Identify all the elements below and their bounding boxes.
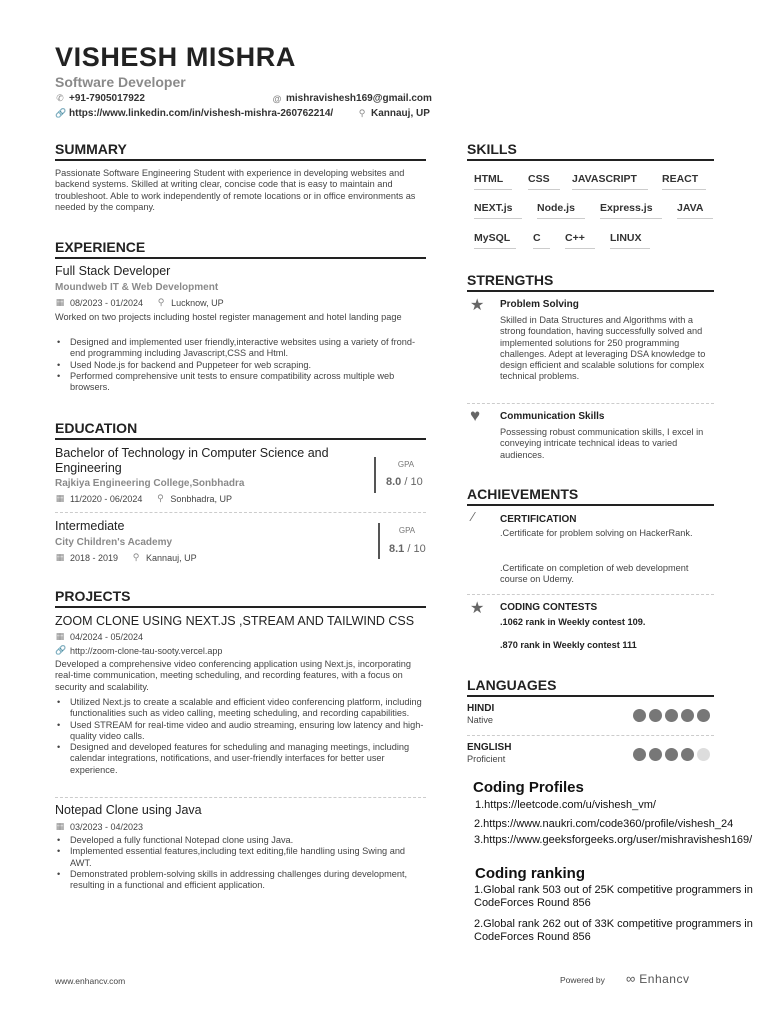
- achievement-line: .Certificate for problem solving on HackerRank.: [500, 528, 693, 538]
- list-item: • Utilized Next.js to create a scalable and efficient video conferencing platform, including functionalities such as video calling, meeting scheduling, and recording capabilities.: [55, 697, 426, 720]
- profile-link[interactable]: 3.https://www.geeksforgeeks.org/user/mishravishesh169/: [474, 834, 753, 846]
- link-icon: 🔗: [55, 108, 67, 118]
- profile-link[interactable]: 2.https://www.naukri.com/code360/profile/vishesh_24: [474, 818, 734, 830]
- at-icon: @: [272, 93, 282, 104]
- job-location: Lucknow, UP: [171, 297, 224, 308]
- link-icon: 🔗: [55, 645, 67, 655]
- list-item: • Demonstrated problem-solving skills in addressing challenges during development, resulting in a functional and efficient application.: [55, 869, 426, 892]
- education-dates: 2018 - 2019: [70, 552, 119, 563]
- rating-dot: [697, 709, 710, 722]
- calendar-icon: ▦: [55, 552, 65, 562]
- project-dates: 03/2023 - 04/2023: [70, 821, 144, 832]
- gpa-label: GPA: [397, 460, 415, 469]
- job-bullets: [55, 337, 426, 393]
- skill-tag: LINUX: [610, 232, 650, 249]
- rating-dot: [697, 748, 710, 761]
- calendar-icon: ▦: [55, 821, 65, 831]
- footer-website[interactable]: www.enhancv.com: [55, 976, 126, 986]
- degree-title: Bachelor of Technology in Computer Science and Engineering: [55, 446, 329, 475]
- divider: [467, 735, 714, 736]
- languages-heading: LANGUAGES: [467, 677, 714, 697]
- gpa-divider: [378, 523, 380, 559]
- job-dates: 08/2023 - 01/2024: [70, 297, 144, 308]
- achievements-heading: ACHIEVEMENTS: [467, 486, 714, 506]
- education-meta: [55, 493, 232, 504]
- skill-tag: CSS: [528, 173, 560, 190]
- resume-name: VISHESH MISHRA: [55, 42, 296, 72]
- gpa-score: 8.0: [386, 476, 402, 488]
- project-title: Notepad Clone using Java: [55, 803, 202, 817]
- achievement-title: CODING CONTESTS: [500, 602, 598, 613]
- linkedin-contact: [55, 108, 333, 119]
- gpa-score: 8.1: [389, 543, 405, 555]
- project-link-row: [55, 645, 222, 656]
- email-address[interactable]: mishravishesh169@gmail.com: [286, 93, 432, 104]
- skill-tag: Express.js: [600, 202, 662, 219]
- divider: [55, 797, 426, 798]
- footer-brand-text: Enhancv: [639, 971, 690, 986]
- divider: [467, 403, 714, 404]
- project-meta: [55, 821, 143, 832]
- ranking-item: 1.Global rank 503 out of 25K competitive programmers in CodeForces Round 856: [474, 884, 753, 909]
- summary-heading: SUMMARY: [55, 141, 426, 161]
- school-name: City Children's Academy: [55, 537, 173, 548]
- language-rating: [630, 709, 710, 722]
- gpa-max: 10: [413, 543, 426, 555]
- phone-number: +91-7905017922: [69, 93, 145, 104]
- coding-profiles-heading: Coding Profiles: [473, 779, 584, 796]
- list-item: • Developed a fully functional Notepad clone using Java.: [55, 835, 426, 846]
- gpa-max: 10: [410, 476, 423, 488]
- project-description: Developed a comprehensive video conferencing application using Next.js, incorporating real-time communication, meeting scheduling, and recording features, with a focus on security and scalability.: [55, 659, 411, 692]
- list-item: • Implemented essential features,including text editing,file handling using Swing and AWT.: [55, 846, 426, 869]
- list-item: • Designed and developed features for scheduling and managing meetings, including calendar integrations, notifications, and user-friendly interfaces for better user experience.: [55, 742, 426, 776]
- location-pin-icon: ⚲: [358, 108, 366, 118]
- rating-dot: [665, 748, 678, 761]
- job-title: Full Stack Developer: [55, 264, 171, 278]
- calendar-icon: ▦: [55, 297, 65, 307]
- achievement-line: .870 rank in Weekly contest 111: [500, 640, 637, 650]
- gpa-label: GPA: [398, 526, 416, 535]
- project-meta: [55, 631, 143, 642]
- skill-tag: JAVA: [677, 202, 713, 219]
- skill-tag: JAVASCRIPT: [572, 173, 648, 190]
- phone-icon: ✆: [56, 93, 64, 103]
- location-pin-icon: ⚲: [157, 297, 165, 307]
- location-text: Kannauj, UP: [371, 108, 430, 119]
- star-icon: ★: [470, 600, 485, 617]
- rating-dot: [649, 709, 662, 722]
- calendar-icon: ▦: [55, 493, 65, 503]
- skill-tag: C: [533, 232, 550, 249]
- project-bullets: [55, 835, 426, 891]
- footer-brand: [626, 971, 689, 986]
- rating-dot: [665, 709, 678, 722]
- education-location: Sonbhadra, UP: [170, 493, 232, 504]
- phone-contact: [55, 93, 145, 104]
- language-rating: [630, 748, 710, 761]
- list-item: • Used Node.js for backend and Puppeteer for web scraping.: [55, 360, 426, 371]
- job-meta: [55, 297, 224, 308]
- email-contact: [272, 93, 432, 104]
- experience-heading: EXPERIENCE: [55, 239, 426, 259]
- ranking-item: 2.Global rank 262 out of 33K competitive programmers in CodeForces Round 856: [474, 918, 753, 943]
- list-item: • Performed comprehensive unit tests to ensure compatibility across multiple web browsers.: [55, 371, 426, 394]
- skill-tag: REACT: [662, 173, 706, 190]
- gpa-divider: [374, 457, 376, 493]
- divider: [467, 594, 714, 595]
- job-description: Worked on two projects including hostel register management and hotel landing page: [55, 312, 402, 322]
- linkedin-url[interactable]: https://www.linkedin.com/in/vishesh-mishra-260762214/: [69, 108, 334, 119]
- coding-ranking-heading: Coding ranking: [475, 865, 585, 882]
- degree-title: Intermediate: [55, 519, 125, 533]
- rating-dot: [649, 748, 662, 761]
- location-contact: [357, 108, 430, 119]
- summary-text: Passionate Software Engineering Student with experience in developing websites and backend systems. Skilled at writing clear, concise code that is easy to maintain and troubleshoot. Able to work independently of remote locations or in office environments as needed by the company.: [55, 168, 416, 212]
- language-name: HINDI: [467, 703, 495, 714]
- list-item: • Used STREAM for real-time video and audio streaming, ensuring low latency and high-quality video calls.: [55, 720, 426, 743]
- project-title: ZOOM CLONE USING NEXT.JS ,STREAM AND TAILWIND CSS: [55, 614, 415, 628]
- gpa-value: 8.1 / 10: [389, 543, 426, 555]
- achievement-title: CERTIFICATION: [500, 514, 577, 525]
- star-icon: ★: [470, 297, 485, 314]
- calendar-icon: ▦: [55, 631, 65, 641]
- skills-heading: SKILLS: [467, 141, 714, 161]
- resume-role: Software Developer: [55, 74, 186, 90]
- language-level: Proficient: [467, 754, 506, 764]
- strength-text: Skilled in Data Structures and Algorithms with a strong foundation, having successfully solved and implemented solutions for 250 programming challenges. Adept at leveraging DSA knowledge to design efficient and scalable solutions for complex technical problems.: [500, 315, 706, 382]
- footer-powered: Powered by: [560, 975, 605, 985]
- gpa-value: 8.0 / 10: [386, 476, 423, 488]
- location-pin-icon: ⚲: [157, 493, 164, 503]
- company-name: Moundweb IT & Web Development: [55, 282, 219, 293]
- skill-tag: MySQL: [474, 232, 516, 249]
- strengths-heading: STRENGTHS: [467, 272, 714, 292]
- skill-tag: HTML: [474, 173, 512, 190]
- projects-heading: PROJECTS: [55, 588, 426, 608]
- rating-dot: [633, 748, 646, 761]
- language-name: ENGLISH: [467, 742, 512, 753]
- strength-title: Communication Skills: [500, 411, 605, 422]
- achievement-line: .1062 rank in Weekly contest 109.: [500, 617, 646, 627]
- achievement-line: .Certificate on completion of web development course on Udemy.: [500, 563, 689, 585]
- enhancv-logo-icon: ∞: [626, 971, 636, 986]
- rating-dot: [681, 709, 694, 722]
- education-location: Kannauj, UP: [146, 552, 197, 563]
- project-link[interactable]: http://zoom-clone-tau-sooty.vercel.app: [70, 645, 223, 656]
- location-pin-icon: ⚲: [132, 552, 140, 562]
- heart-icon: ♥: [470, 406, 481, 425]
- skill-tag: C++: [565, 232, 595, 249]
- list-item: • Designed and implemented user friendly,interactive websites using a variety of frond-end programming including Javascript,CSS and Html.: [55, 337, 426, 360]
- project-dates: 04/2024 - 05/2024: [70, 631, 144, 642]
- strength-text: Possessing robust communication skills, I excel in conveying intricate technical ideas to varied audiences.: [500, 427, 704, 460]
- language-level: Native: [467, 715, 494, 725]
- rating-dot: [633, 709, 646, 722]
- divider: [55, 512, 426, 513]
- skill-tag: Node.js: [537, 202, 585, 219]
- magic-wand-icon: ⁄: [472, 509, 475, 524]
- education-dates: 11/2020 - 06/2024: [70, 493, 143, 504]
- strength-title: Problem Solving: [500, 299, 579, 310]
- profile-link[interactable]: 1.https://leetcode.com/u/vishesh_vm/: [475, 799, 656, 811]
- skill-tag: NEXT.js: [474, 202, 522, 219]
- school-name: Rajkiya Engineering College,Sonbhadra: [55, 478, 245, 489]
- project-bullets: [55, 697, 426, 776]
- education-heading: EDUCATION: [55, 420, 426, 440]
- rating-dot: [681, 748, 694, 761]
- education-meta: [55, 552, 197, 563]
